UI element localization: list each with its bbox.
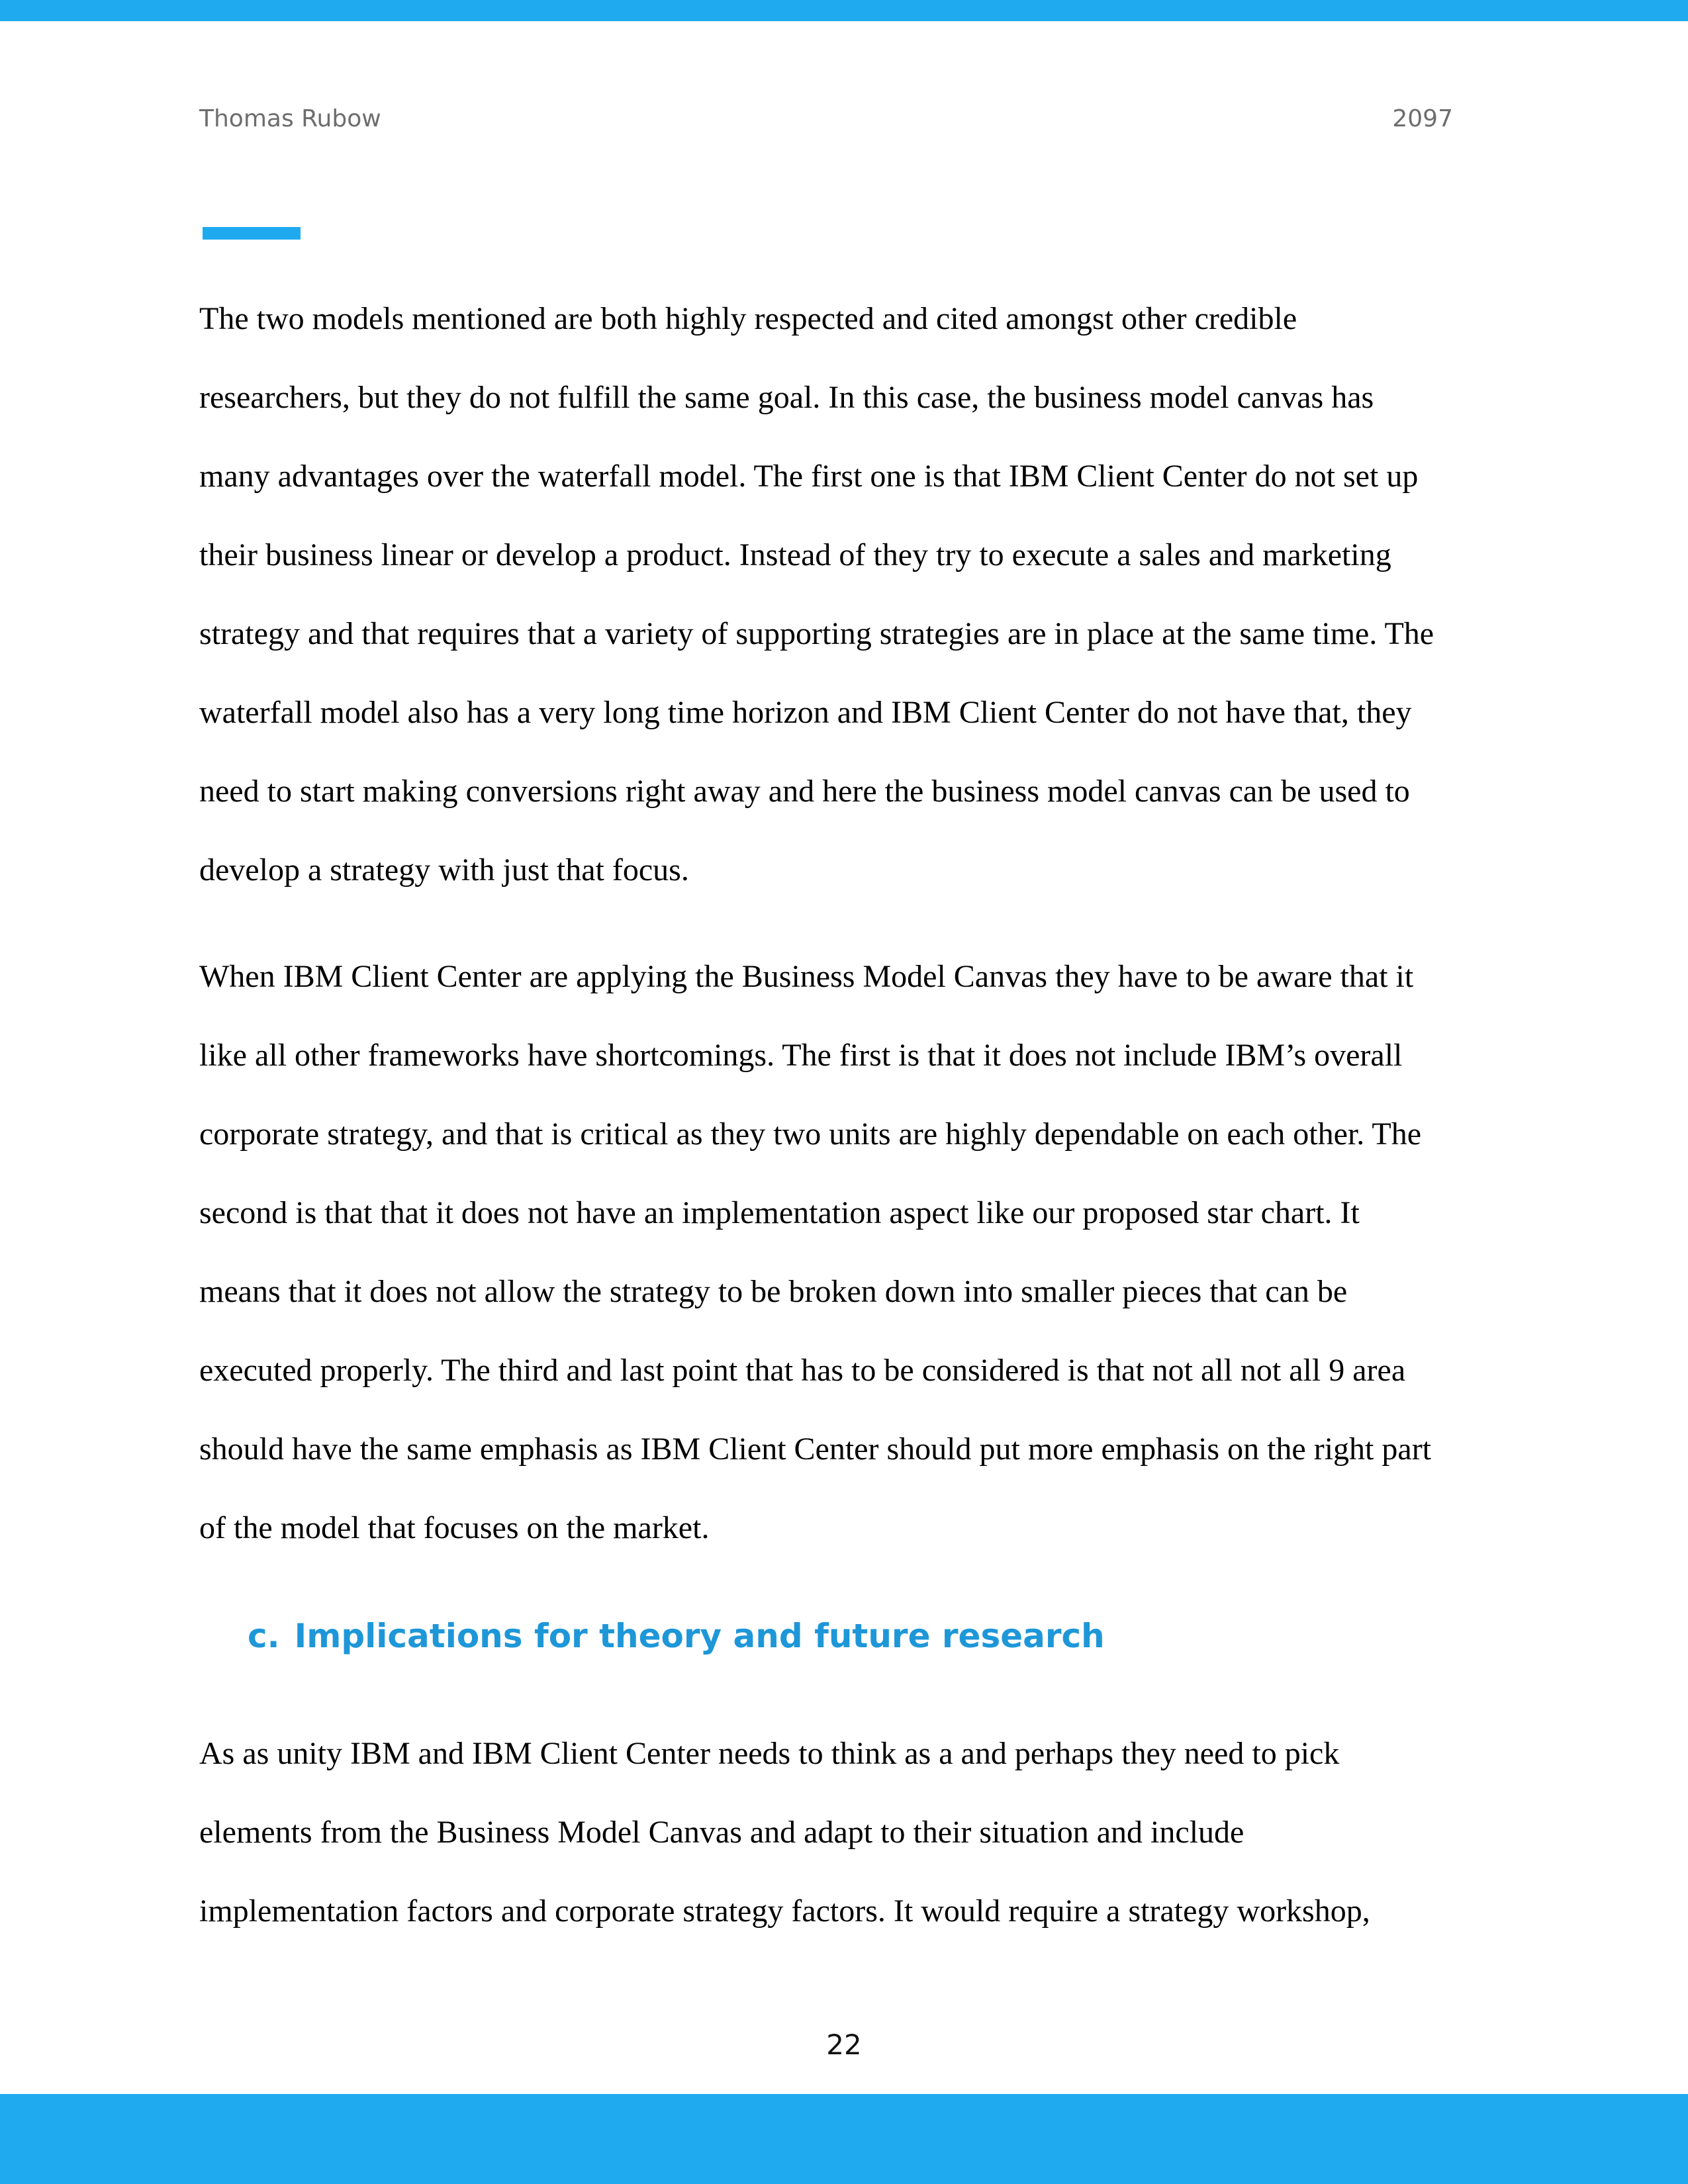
paragraph-line: executed properly. The third and last point that has to be considered is that not all not all 9 area <box>199 1353 1406 1388</box>
paragraph-line: second is that that it does not have an implementation aspect like our proposed star chart. It <box>199 1195 1360 1230</box>
paragraph-line: elements from the Business Model Canvas and adapt to their situation and include <box>199 1815 1244 1850</box>
paragraph-line: As as unity IBM and IBM Client Center needs to think as a and perhaps they need to pick <box>199 1736 1340 1771</box>
paragraph-line: develop a strategy with just that focus. <box>199 852 689 887</box>
page-number: 22 <box>826 2028 862 2061</box>
section-marker: c. <box>248 1617 280 1655</box>
section-heading <box>248 1610 1105 1662</box>
paragraph-line: The two models mentioned are both highly respected and cited amongst other credible <box>199 301 1297 336</box>
top-accent-band <box>0 0 1688 21</box>
bottom-accent-band <box>0 2094 1688 2184</box>
paragraph-line: need to start making conversions right away and here the business model canvas can be used to <box>199 774 1410 809</box>
accent-bar <box>203 227 301 240</box>
paragraph-line: researchers, but they do not fulfill the same goal. In this case, the business model canvas has <box>199 380 1374 415</box>
paragraph-line: means that it does not allow the strategy to be broken down into smaller pieces that can be <box>199 1274 1348 1309</box>
section-title: Implications for theory and future research <box>294 1617 1105 1655</box>
paragraph-line: corporate strategy, and that is critical as they two units are highly dependable on each other. The <box>199 1116 1422 1152</box>
body-paragraph-1 <box>199 279 1497 909</box>
paragraph-line: should have the same emphasis as IBM Client Center should put more emphasis on the right part <box>199 1432 1432 1467</box>
body-paragraph-2 <box>199 937 1497 1567</box>
paragraph-line: implementation factors and corporate strategy factors. It would require a strategy workshop, <box>199 1893 1370 1929</box>
header-author: Thomas Rubow <box>199 105 381 132</box>
paragraph-line: their business linear or develop a product. Instead of they try to execute a sales and marketing <box>199 537 1391 572</box>
paragraph-line: many advantages over the waterfall model. The first one is that IBM Client Center do not set up <box>199 459 1419 494</box>
header-number: 2097 <box>1392 105 1453 132</box>
paragraph-line: of the model that focuses on the market. <box>199 1510 710 1545</box>
paragraph-line: strategy and that requires that a variety of supporting strategies are in place at the same time. The <box>199 616 1434 651</box>
paragraph-line: When IBM Client Center are applying the Business Model Canvas they have to be aware that it <box>199 959 1414 994</box>
body-paragraph-3 <box>199 1714 1497 1950</box>
paragraph-line: waterfall model also has a very long time horizon and IBM Client Center do not have that, they <box>199 695 1412 730</box>
paragraph-line: like all other frameworks have shortcomings. The first is that it does not include IBM’s overall <box>199 1038 1403 1073</box>
